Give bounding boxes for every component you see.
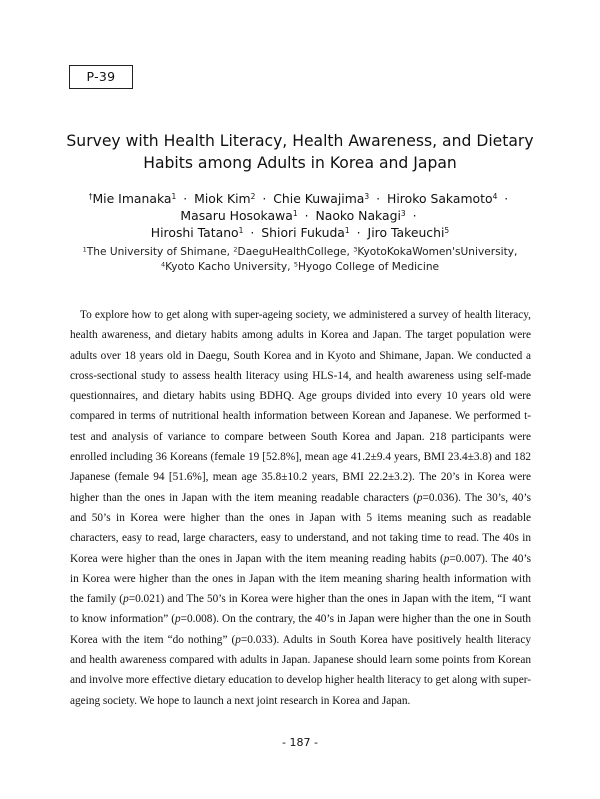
abstract-text: =0.008). On the contrary, the 40’s in Japan were higher than the one in South Korea with the item “do nothing” ( [70,613,531,646]
p-value-symbol: p [123,593,129,606]
author-separator: · [250,225,255,240]
author-separator: · [183,191,188,206]
affiliation-list [40,245,560,275]
paper-title [40,130,560,174]
abstract-text: To explore how to get along with super-ageing society, we administered a survey of health literacy, health awareness, and dietary habits among adults in Korea and Japan. The target population were adults over 18 years old in Daegu, South Korea and in Kyoto and Shimane, Japan. We conducted a cross-sectional study to assess health literacy using HLS-14, and health awareness using self-made questionnaires, and dietary habits using BDHQ. Age groups divided into every 10 years old were compared in terms of nutritional health information between Korean and Japanese. We performed t-test and analysis of variance to compare between South Korea and Japan. 218 participants were enrolled including 36 Koreans (female 19 [52.8%], mean age 41.2±9.4 years, BMI 23.4±3.8) and 182 Japanese (female 94 [51.6%], mean age 35.8±10.2 years, BMI 22.2±3.2). The 20’s in Korea were higher than the ones in Japan with the item meaning readable characters ( [70,309,531,504]
author-name: Jiro Takeuchi [367,225,445,240]
affiliation-text: Hyogo College of Medicine [297,261,440,273]
author-separator: · [304,208,309,223]
author-affiliation-number: 2 [250,192,256,201]
affiliation-text: DaeguHealthCollege, [237,246,354,258]
author-separator: · [262,191,267,206]
author-affiliation-number: 1 [344,226,350,235]
author-line-3 [40,224,560,241]
author-name: Hiroko Sakamoto [387,191,493,206]
author-name: Hiroshi Tatano [150,225,239,240]
author-line-1 [40,190,560,207]
author-separator: · [356,225,361,240]
author-separator: · [412,208,417,223]
abstract-body [70,305,531,711]
author-affiliation-number: 3 [400,209,406,218]
abstract-text: =0.036). The 30’s, 40’s and 50’s in Korea were higher than the ones in Japan with 5 items meaning such as readable characters, easy to read, large characters, easy to understand, and not taking time to read. The 40s in Korea were higher than the ones in Japan with the item meaning reading habits ( [70,491,531,565]
author-separator: · [504,191,509,206]
affiliation-number: 1 [82,245,87,254]
author-name: Miok Kim [194,191,251,206]
affiliation-number: 2 [233,245,238,254]
author-affiliation-number: 4 [492,192,498,201]
author-affiliation-number: 1 [238,226,244,235]
affiliation-text: The University of Shimane, [86,246,234,258]
abstract-text: =0.021) and The 50’s in Korea were higher than the ones in Japan with the item, “I want to know information” ( [70,593,531,626]
affiliation-number: 5 [293,260,298,269]
author-name: Shiori Fukuda [261,225,345,240]
author-affiliation-number: 5 [444,226,450,235]
author-name: Naoko Nakagi [315,208,401,223]
author-name: Chie Kuwajima [273,191,365,206]
page-number: - 187 - [282,736,318,749]
corresponding-mark: † [88,192,93,201]
author-affiliation-number: 1 [171,192,177,201]
author-name: Masaru Hosokawa [180,208,293,223]
author-line-2 [40,207,560,224]
p-value-symbol: p [175,613,181,626]
affiliation-line-2 [40,260,560,275]
affiliation-line-1 [40,245,560,260]
affiliation-text: KyotoKokaWomen'sUniversity, [357,246,518,258]
abstract-text: =0.033). Adults in South Korea have positively health literacy and health awareness compared with adults in Japan. Japanese should learn some points from Korean and involve more effective dietary education to develop higher health literacy to get along with super-ageing society. We hope to launch a next joint research in Korea and Japan. [70,633,532,707]
p-value-symbol: p [443,552,450,565]
p-value-symbol: p [235,633,241,646]
affiliation-number: 3 [353,245,358,254]
author-separator: · [376,191,381,206]
author-name: Mie Imanaka [92,191,172,206]
affiliation-number: 4 [160,260,166,269]
abstract-text: =0.007). The 40’s in Korea were higher than the ones in Japan with the item meaning sharing health information with the family ( [70,552,531,606]
title-line-1: Survey with Health Literacy, Health Awareness, and Dietary [66,132,534,150]
author-list [40,190,560,241]
poster-number-badge: P-39 [69,65,133,89]
title-line-2: Habits among Adults in Korea and Japan [143,154,457,172]
p-value-symbol: p [416,491,423,504]
author-affiliation-number: 1 [292,209,298,218]
author-affiliation-number: 3 [364,192,370,201]
affiliation-text: Kyoto Kacho University, [165,261,294,273]
